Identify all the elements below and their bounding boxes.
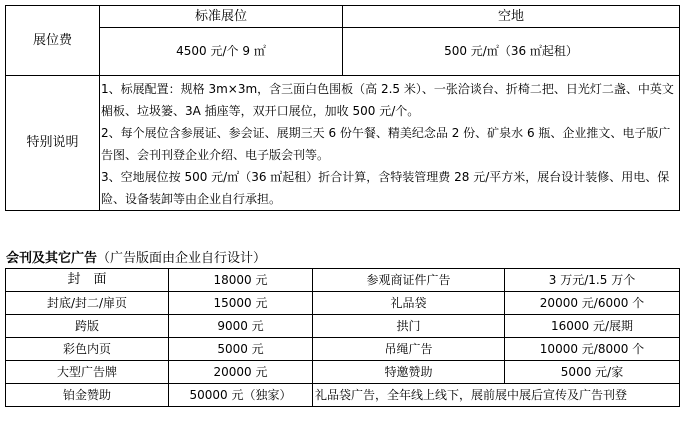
booth-fee-label: 展位费 [6, 6, 100, 76]
ads-title-bold: 会刊及其它广告 [6, 251, 98, 266]
ad-item-name: 封底/封二/扉页 [6, 292, 169, 315]
ad-item-name: 大型广告牌 [6, 361, 169, 384]
platinum-label: 铂金赞助 [6, 384, 169, 407]
ads-section-title [6, 247, 266, 266]
ads-title-note: （广告版面由企业自行设计） [97, 251, 267, 266]
standard-booth-header: 标准展位 [100, 6, 343, 28]
ad-item-price: 10000 元/8000 个 [505, 338, 680, 361]
platinum-price: 50000 元（独家） [169, 384, 313, 407]
booth-fee-table [5, 5, 680, 211]
ad-item-price: 20000 元/6000 个 [505, 292, 680, 315]
ad-item-price: 15000 元 [169, 292, 313, 315]
note-item-3: 3、空地展位按 500 元/㎡（36 ㎡起租）折合计算，含特装管理费 28 元/平方米，展台设计装修、用电、保险、设备装卸等由企业自行承担。 [101, 170, 670, 206]
note-item-2: 2、每个展位含参展证、参会证、展期三天 6 份午餐、精美纪念品 2 份、矿泉水 6 瓶、企业推文、电子版广告图、会刊刊登企业介绍、电子版会刊等。 [101, 126, 671, 162]
ad-item-name: 拱门 [313, 315, 505, 338]
ad-item-price: 16000 元/展期 [505, 315, 680, 338]
ad-item-name: 吊绳广告 [313, 338, 505, 361]
ad-item-name: 跨版 [6, 315, 169, 338]
platinum-description: 礼品袋广告，全年线上线下，展前展中展后宣传及广告刊登 [313, 384, 680, 407]
space-booth-price: 500 元/㎡（36 ㎡起租） [343, 28, 680, 76]
ads-price-table [5, 268, 680, 407]
space-booth-header: 空地 [343, 6, 680, 28]
ad-item-price: 9000 元 [169, 315, 313, 338]
ad-item-name: 参观商证件广告 [313, 269, 505, 292]
ad-item-name: 礼品袋 [313, 292, 505, 315]
ad-item-price: 5000 元 [169, 338, 313, 361]
note-item-1: 1、标展配置：规格 3m×3m，含三面白色围板（高 2.5 米）、一张洽谈台、折椅二把、日光灯二盏、中英文楣板、垃圾篓、3A 插座等，双开口展位，加收 500 元/个。 [101, 82, 674, 118]
ad-item-name: 封 面 [6, 269, 169, 292]
ad-item-price: 5000 元/家 [505, 361, 680, 384]
ad-item-price: 20000 元 [169, 361, 313, 384]
ad-item-price: 3 万元/1.5 万个 [505, 269, 680, 292]
standard-booth-price: 4500 元/个 9 ㎡ [100, 28, 343, 76]
ad-item-name: 彩色内页 [6, 338, 169, 361]
ad-item-price: 18000 元 [169, 269, 313, 292]
special-notes-label: 特别说明 [6, 76, 100, 211]
special-notes [100, 76, 680, 211]
ad-item-name: 特邀赞助 [313, 361, 505, 384]
